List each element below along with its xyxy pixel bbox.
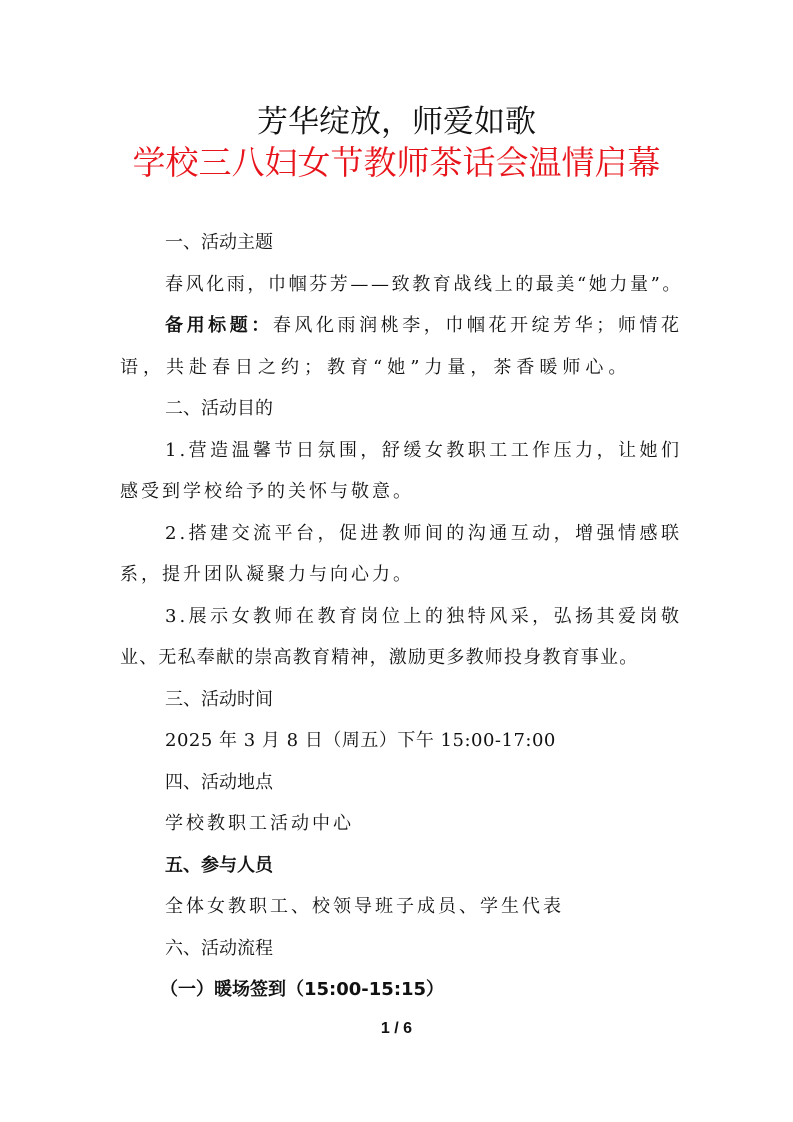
alt-title-label: 备用标题： [165, 315, 273, 336]
document-body [120, 222, 682, 1011]
document-title: 芳华绽放，师爱如歌 [257, 104, 536, 140]
purpose-1-line-2: 感受到学校给予的关怀与敬意。 [120, 481, 414, 502]
page-number: 1 / 6 [380, 1020, 413, 1037]
alt-title-line [120, 305, 682, 347]
section-heading-process: 六、活动流程 [165, 937, 273, 959]
alt-title-text: 春风化雨润桃李，巾帼花开绽芳华；师情花 [272, 315, 682, 336]
section-heading-theme: 一、活动主题 [165, 232, 273, 253]
purpose-1-line-1: 1.营造温馨节日氛围，舒缓女教职工工作压力，让她们 [165, 439, 682, 461]
purpose-3-line-1: 3.展示女教师在教育岗位上的独特风采，弘扬其爱岗敬 [165, 605, 682, 627]
document-subtitle: 学校三八妇女节教师茶话会温情启幕 [132, 143, 661, 182]
alt-title-line-2: 语，共赴春日之约；教育“她”力量，茶香暖师心。 [120, 356, 632, 378]
section-heading-purpose: 二、活动目的 [165, 398, 273, 419]
purpose-2-line-1: 2.搭建交流平台，促进教师间的沟通互动，增强情感联 [165, 522, 682, 544]
section-heading-location: 四、活动地点 [165, 771, 273, 793]
location-text: 学校教职工活动中心 [165, 813, 354, 834]
theme-text: 春风化雨，巾帼芬芳——致教育战线上的最美“她力量”。 [165, 273, 684, 295]
purpose-3-line-2: 业、无私奉献的崇高教育精神，激励更多教师投身教育事业。 [120, 647, 639, 668]
section-heading-participants: 五、参与人员 [165, 854, 273, 876]
time-text: 2025 年 3 月 8 日（周五）下午 15:00-17:00 [165, 730, 556, 751]
participants-text: 全体女教职工、校领导班子成员、学生代表 [165, 896, 564, 917]
purpose-2-line-2: 系，提升团队凝聚力与向心力。 [120, 564, 414, 585]
process-step-1-heading: （一）暖场签到（15:00-15:15） [160, 979, 445, 1000]
section-heading-time: 三、活动时间 [165, 688, 273, 710]
